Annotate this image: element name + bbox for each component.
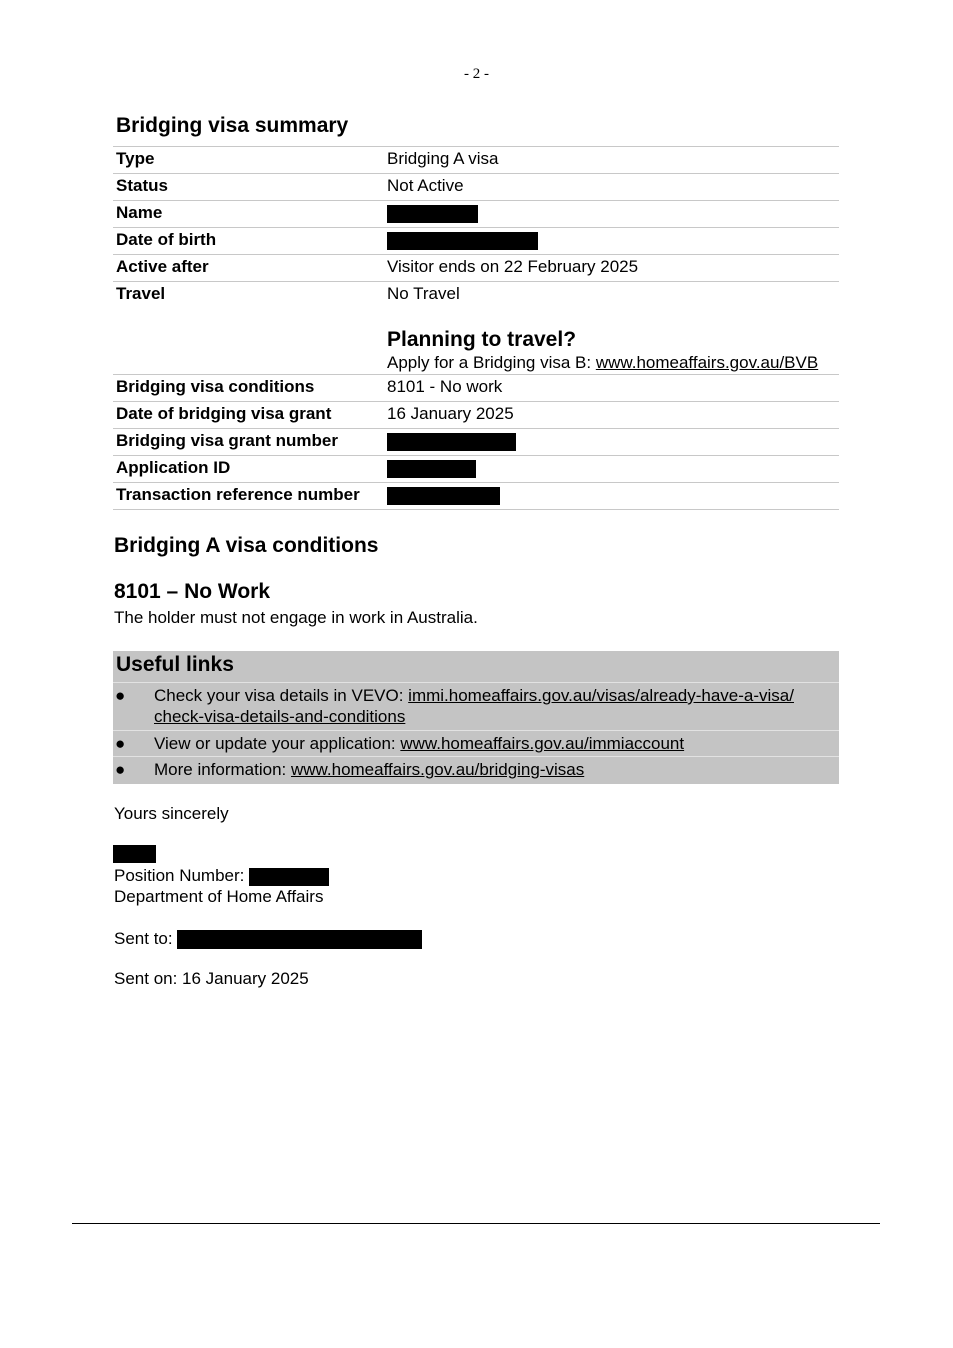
row-value: 16 January 2025 [387,404,514,423]
redaction-block [249,868,329,886]
planning-text-label: Apply for a Bridging visa B: [387,353,596,372]
vevo-link[interactable]: immi.homeaffairs.gov.au/visas/already-have-a-visa/ [408,686,794,705]
row-label: Type [116,149,155,168]
divider [113,730,839,731]
summary-row-name [113,201,839,228]
row-value: 8101 - No work [387,377,503,396]
summary-row-type [113,147,839,174]
summary-row-conditions [113,375,839,402]
row-value: Not Active [387,176,464,195]
bridging-visas-link[interactable]: www.homeaffairs.gov.au/bridging-visas [291,760,585,779]
row-value-redacted [384,201,839,227]
position-number-label: Position Number: [114,866,250,885]
signature-redaction [113,845,156,863]
row-label: Active after [116,257,209,276]
row-label: Travel [116,284,166,303]
summary-title: Bridging visa summary [116,114,349,137]
divider [113,682,839,683]
row-label: Bridging visa grant number [116,431,338,450]
summary-row-date-of-birth [113,228,839,255]
useful-links-title: Useful links [116,653,234,676]
conditions-title: Bridging A visa conditions [114,534,379,557]
list-item-label: More information: [154,760,291,779]
redaction-block [177,930,422,949]
row-label: Transaction reference number [116,485,360,504]
summary-row-travel [113,282,839,308]
salutation: Yours sincerely [114,804,229,823]
list-item-label: View or update your application: [154,734,401,753]
row-label: Status [116,176,168,195]
planning-text [387,352,839,374]
planning-to-travel-block [113,308,839,375]
divider [113,756,839,757]
condition-description: The holder must not engage in work in Australia. [114,608,478,627]
summary-table [113,146,839,510]
condition-code-title: 8101 – No Work [114,580,271,603]
redaction-block [387,460,476,478]
footer-rule [72,1223,880,1224]
summary-row-grant-date [113,402,839,429]
summary-row-status [113,174,839,201]
row-value: Visitor ends on 22 February 2025 [387,257,639,276]
sent-to-line [114,929,422,949]
row-label: Application ID [116,458,231,477]
row-label: Name [116,203,163,222]
summary-row-grant-number [113,429,839,456]
redaction-block [387,232,538,250]
row-value: Bridging A visa [387,149,499,168]
row-value: No Travel [387,284,460,303]
bvb-link[interactable]: www.homeaffairs.gov.au/BVB [595,353,819,372]
row-value-redacted [384,429,839,455]
immiaccount-link[interactable]: www.homeaffairs.gov.au/immiaccount [400,734,685,753]
vevo-link-continued[interactable]: check-visa-details-and-conditions [154,707,406,726]
page-number: - 2 - [464,66,489,82]
row-value-redacted [384,456,839,482]
redaction-block [387,205,478,223]
row-value-redacted [384,228,839,254]
bullet-icon: ● [115,686,126,705]
row-value-redacted [384,483,839,509]
redaction-block [387,433,516,451]
redaction-block [387,487,500,505]
sent-on-line: Sent on: 16 January 2025 [114,969,309,988]
row-label: Bridging visa conditions [116,377,315,396]
row-label: Date of bridging visa grant [116,404,332,423]
sent-to-label: Sent to: [114,929,178,948]
row-label: Date of birth [116,230,217,249]
summary-row-transaction-ref [113,483,839,510]
bullet-icon: ● [115,760,126,779]
department-name: Department of Home Affairs [114,887,324,906]
bullet-icon: ● [115,734,126,753]
summary-row-active-after [113,255,839,282]
position-number-line [114,866,329,886]
planning-title: Planning to travel? [387,328,577,351]
summary-row-application-id [113,456,839,483]
list-item-label: Check your visa details in VEVO: [154,686,409,705]
useful-links-box [113,651,839,784]
